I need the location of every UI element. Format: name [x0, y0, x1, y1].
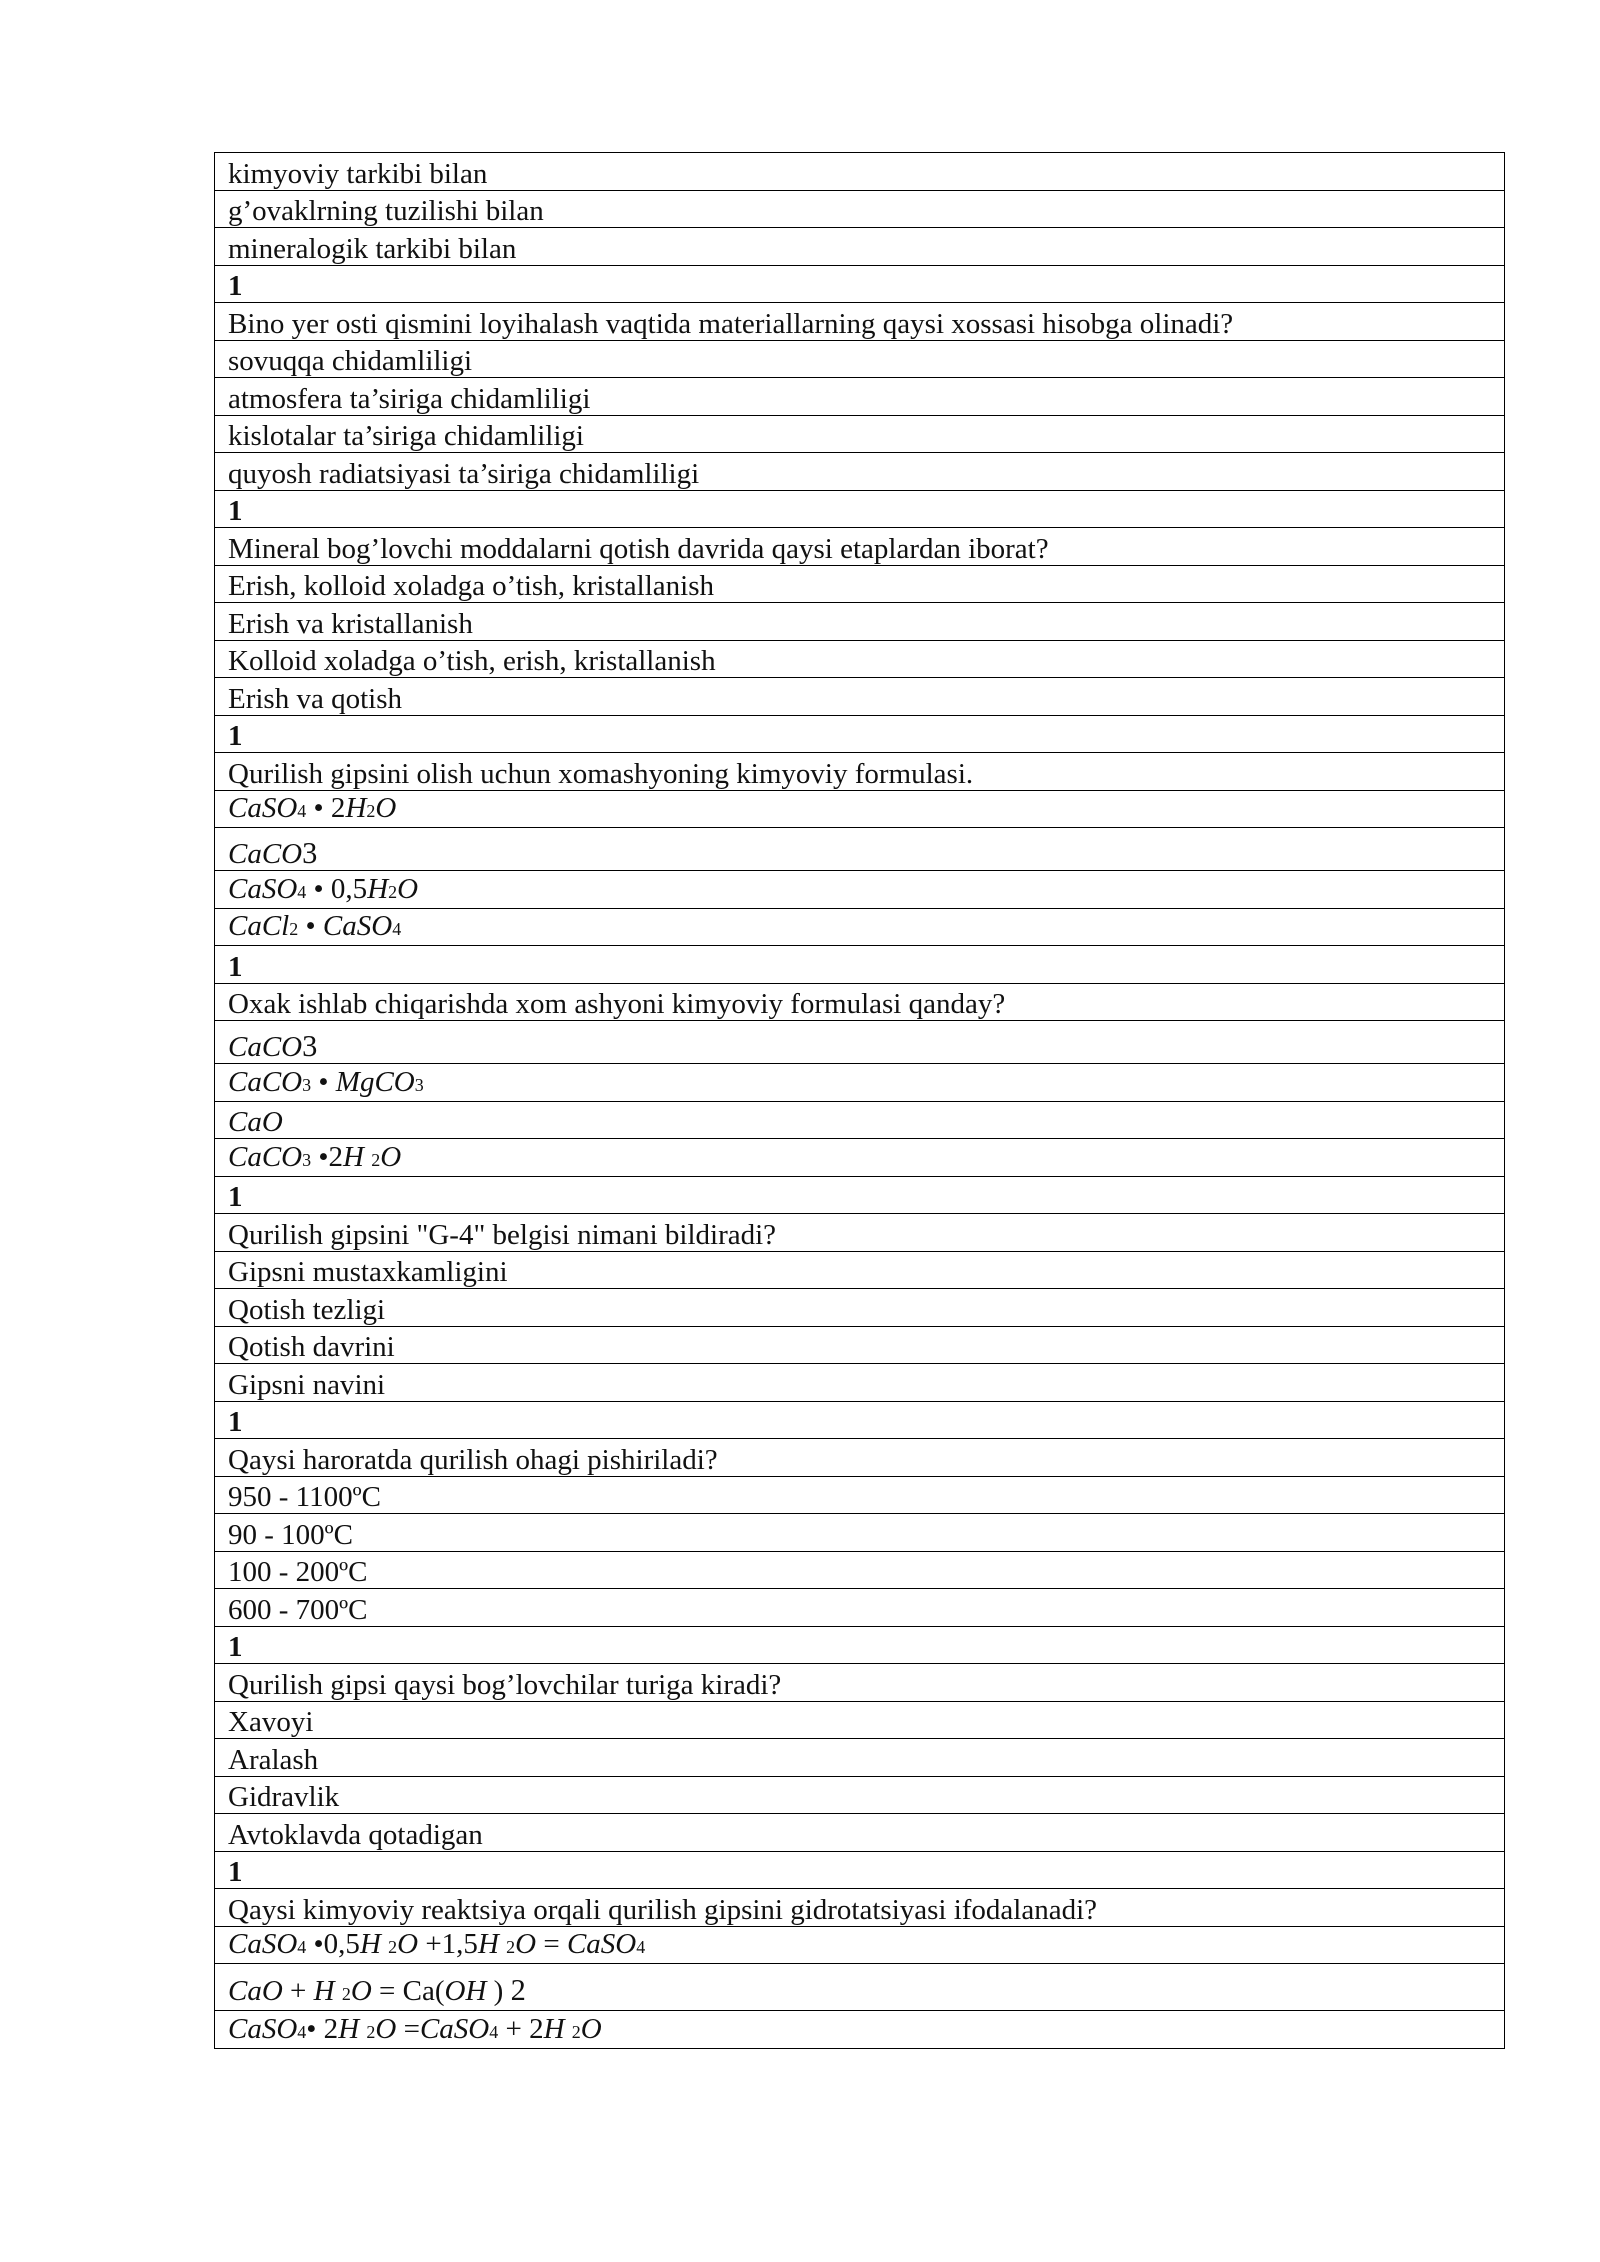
formula-symbol: O	[580, 2012, 602, 2045]
question-table	[214, 152, 1505, 2049]
formula-symbol: H	[345, 792, 367, 824]
table-row	[215, 1964, 1505, 2011]
formula-symbol: CaSO	[322, 910, 393, 942]
formula-subscript: 2	[289, 919, 299, 939]
table-row	[215, 640, 1505, 678]
text-cell: Aralash	[215, 1739, 1505, 1777]
formula-cell	[215, 1021, 1505, 1064]
formula-symbol: CaCO	[228, 838, 303, 870]
formula-subscript: 4	[636, 1937, 646, 1957]
text-cell: Kolloid xoladga o’tish, erish, kristallanish	[215, 640, 1505, 678]
formula-subscript: 2	[506, 1937, 516, 1957]
formula-operator: =	[543, 1928, 567, 1960]
formula-symbol: CaSO	[419, 2012, 490, 2045]
text-cell: 600 - 700ºC	[215, 1589, 1505, 1627]
table-row	[215, 1814, 1505, 1852]
text-cell: quyosh radiatsiyasi ta’siriga chidamliligi	[215, 453, 1505, 491]
table-row	[215, 340, 1505, 378]
table-row	[215, 946, 1505, 984]
table-row	[215, 1064, 1505, 1102]
formula-symbol: O	[375, 2012, 404, 2045]
formula-cell	[215, 1964, 1505, 2011]
table-row	[215, 1101, 1505, 1139]
table-row	[215, 565, 1505, 603]
text-cell: Qurilish gipsini olish uchun xomashyoning kimyoviy formulasi.	[215, 753, 1505, 791]
table-row	[215, 753, 1505, 791]
formula-cell	[215, 1926, 1505, 1964]
table-row	[215, 678, 1505, 716]
formula-index: 2	[510, 1973, 526, 2007]
text-cell: Qurilish gipsi qaysi bog’lovchilar turiga kiradi?	[215, 1664, 1505, 1702]
text-cell: Qotish tezligi	[215, 1289, 1505, 1327]
table-row	[215, 1364, 1505, 1402]
text-cell: kislotalar ta’siriga chidamliligi	[215, 415, 1505, 453]
table-row	[215, 1514, 1505, 1552]
formula-cell	[215, 790, 1505, 828]
formula-operator: = Ca(	[379, 1975, 445, 2007]
formula-symbol: CaSO	[228, 792, 298, 824]
question-weight-cell: 1	[215, 946, 1505, 984]
table-row	[215, 190, 1505, 228]
text-cell: Qaysi haroratda qurilish ohagi pishiriladi?	[215, 1439, 1505, 1477]
formula-cell	[215, 1139, 1505, 1177]
formula-cell	[215, 1064, 1505, 1102]
text-cell: Qotish davrini	[215, 1326, 1505, 1364]
table-row	[215, 415, 1505, 453]
text-cell: Xavoyi	[215, 1701, 1505, 1739]
formula-subscript: 2	[571, 2021, 581, 2042]
formula-subscript: 4	[297, 2021, 307, 2042]
question-weight-cell: 1	[215, 715, 1505, 753]
question-table-body	[215, 153, 1505, 2049]
table-row	[215, 490, 1505, 528]
formula-cell	[215, 908, 1505, 946]
formula-symbol: MgCO	[335, 1065, 415, 1098]
formula-operator: +	[290, 1975, 314, 2007]
text-cell: sovuqqa chidamliligi	[215, 340, 1505, 378]
formula-operator: •	[298, 910, 323, 942]
table-row	[215, 265, 1505, 303]
table-row	[215, 790, 1505, 828]
table-row	[215, 1739, 1505, 1777]
table-row	[215, 303, 1505, 341]
formula-symbol: O	[375, 792, 397, 824]
formula-subscript: 3	[302, 1149, 312, 1170]
formula-symbol: H	[343, 1140, 372, 1173]
text-cell: g’ovaklrning tuzilishi bilan	[215, 190, 1505, 228]
table-row	[215, 1926, 1505, 1964]
formula-symbol: O	[397, 1928, 426, 1960]
formula-operator: =	[403, 2012, 420, 2045]
table-row	[215, 153, 1505, 191]
table-row	[215, 1439, 1505, 1477]
question-weight-cell: 1	[215, 265, 1505, 303]
question-weight-cell: 1	[215, 1851, 1505, 1889]
formula-subscript: 2	[388, 881, 398, 902]
formula-symbol: CaCO	[228, 1140, 303, 1173]
formula-cell	[215, 871, 1505, 909]
table-row	[215, 1289, 1505, 1327]
table-row	[215, 1176, 1505, 1214]
formula-symbol: H	[367, 872, 389, 905]
table-row	[215, 1889, 1505, 1927]
formula-symbol: CaCl	[228, 910, 290, 942]
table-row	[215, 453, 1505, 491]
formula-subscript: 2	[366, 801, 376, 821]
table-row	[215, 1401, 1505, 1439]
table-row	[215, 1551, 1505, 1589]
text-cell: mineralogik tarkibi bilan	[215, 228, 1505, 266]
formula-operator: •2	[311, 1140, 344, 1173]
formula-symbol: H	[338, 2012, 367, 2045]
text-cell: Erish va kristallanish	[215, 603, 1505, 641]
text-cell: Mineral bog’lovchi moddalarni qotish davrida qaysi etaplardan iborat?	[215, 528, 1505, 566]
text-cell: Avtoklavda qotadigan	[215, 1814, 1505, 1852]
formula-symbol: CaSO	[228, 1928, 298, 1960]
formula-subscript: 4	[297, 801, 307, 821]
table-row	[215, 528, 1505, 566]
text-cell: Gipsni mustaxkamligini	[215, 1251, 1505, 1289]
formula-operator: +1,5	[425, 1928, 478, 1960]
table-row	[215, 1021, 1505, 1064]
question-weight-cell: 1	[215, 1176, 1505, 1214]
formula-operator: •	[311, 1065, 336, 1098]
formula-index: 3	[302, 836, 318, 870]
text-cell: Erish va qotish	[215, 678, 1505, 716]
question-weight-cell: 1	[215, 1626, 1505, 1664]
text-cell: Gipsni navini	[215, 1364, 1505, 1402]
table-row	[215, 1701, 1505, 1739]
table-row	[215, 1139, 1505, 1177]
formula-symbol: CaO	[228, 1106, 283, 1138]
formula-subscript: 2	[366, 2021, 376, 2042]
table-row	[215, 983, 1505, 1021]
table-row	[215, 1214, 1505, 1252]
formula-operator: )	[493, 1975, 511, 2007]
formula-symbol: H	[543, 2012, 572, 2045]
table-row	[215, 1664, 1505, 1702]
table-row	[215, 228, 1505, 266]
formula-symbol: CaSO	[566, 1928, 637, 1960]
question-weight-cell: 1	[215, 1401, 1505, 1439]
formula-symbol: CaSO	[228, 872, 298, 905]
table-row	[215, 1251, 1505, 1289]
formula-subscript: 3	[302, 1074, 312, 1095]
table-row	[215, 1476, 1505, 1514]
text-cell: 100 - 200ºC	[215, 1551, 1505, 1589]
text-cell: Erish, kolloid xoladga o’tish, kristallanish	[215, 565, 1505, 603]
formula-subscript: 3	[414, 1074, 424, 1095]
table-row	[215, 1626, 1505, 1664]
formula-symbol: CaO	[228, 1975, 291, 2007]
text-cell: 950 - 1100ºC	[215, 1476, 1505, 1514]
formula-operator: + 2	[498, 2012, 544, 2045]
formula-subscript: 4	[297, 1937, 307, 1957]
table-row	[215, 871, 1505, 909]
formula-symbol: H	[359, 1928, 389, 1960]
formula-subscript: 2	[371, 1149, 381, 1170]
table-row	[215, 1851, 1505, 1889]
text-cell: 90 - 100ºC	[215, 1514, 1505, 1552]
formula-symbol: CaCO	[228, 1031, 303, 1063]
table-row	[215, 1776, 1505, 1814]
text-cell: kimyoviy tarkibi bilan	[215, 153, 1505, 191]
formula-operator: • 2	[306, 2012, 339, 2045]
formula-cell	[215, 828, 1505, 871]
table-row	[215, 715, 1505, 753]
formula-symbol: CaCO	[228, 1065, 303, 1098]
formula-subscript: 4	[297, 881, 307, 902]
formula-symbol: O	[515, 1928, 544, 1960]
formula-symbol: O	[350, 1975, 380, 2007]
text-cell: atmosfera ta’siriga chidamliligi	[215, 378, 1505, 416]
formula-symbol: OH	[444, 1975, 494, 2007]
formula-symbol: H	[477, 1928, 507, 1960]
formula-subscript: 2	[341, 1984, 351, 2004]
formula-index: 3	[302, 1029, 318, 1063]
table-row	[215, 908, 1505, 946]
formula-cell	[215, 1101, 1505, 1139]
formula-operator: • 2	[306, 792, 346, 824]
formula-symbol: O	[397, 872, 419, 905]
text-cell: Qurilish gipsini "G-4" belgisi nimani bildiradi?	[215, 1214, 1505, 1252]
table-row	[215, 2011, 1505, 2049]
formula-symbol: CaSO	[228, 2012, 298, 2045]
text-cell: Bino yer osti qismini loyihalash vaqtida materiallarning qaysi xossasi hisobga olinadi?	[215, 303, 1505, 341]
formula-symbol: O	[380, 1140, 402, 1173]
text-cell: Qaysi kimyoviy reaktsiya orqali qurilish gipsini gidrotatsiyasi ifodalanadi?	[215, 1889, 1505, 1927]
table-row	[215, 378, 1505, 416]
formula-operator: •0,5	[306, 1928, 360, 1960]
formula-subscript: 2	[388, 1937, 398, 1957]
table-row	[215, 1589, 1505, 1627]
formula-cell	[215, 2011, 1505, 2049]
text-cell: Oxak ishlab chiqarishda xom ashyoni kimyoviy formulasi qanday?	[215, 983, 1505, 1021]
formula-operator: • 0,5	[306, 872, 368, 905]
text-cell: Gidravlik	[215, 1776, 1505, 1814]
table-row	[215, 828, 1505, 871]
formula-subscript: 4	[392, 919, 402, 939]
formula-subscript: 4	[489, 2021, 499, 2042]
table-row	[215, 603, 1505, 641]
question-weight-cell: 1	[215, 490, 1505, 528]
formula-symbol: H	[313, 1975, 342, 2007]
table-row	[215, 1326, 1505, 1364]
